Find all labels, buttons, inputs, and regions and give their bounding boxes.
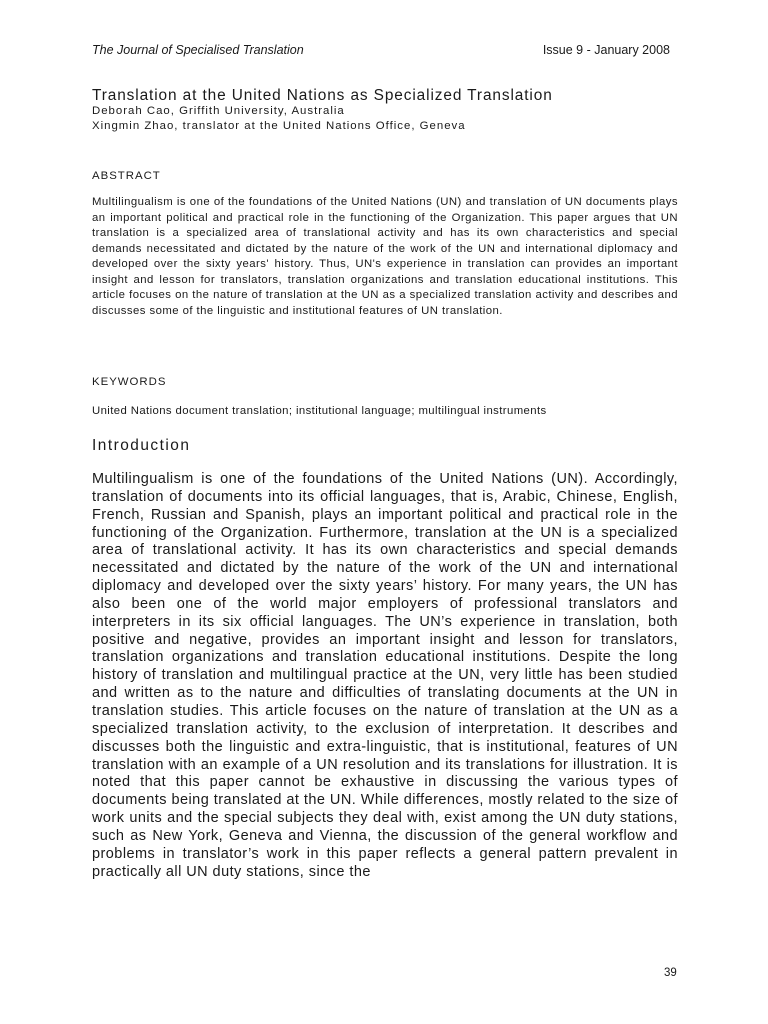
author-1: Deborah Cao, Griffith University, Australia — [92, 105, 345, 117]
article-title: Translation at the United Nations as Specialized Translation — [92, 87, 553, 104]
abstract-heading: ABSTRACT — [92, 170, 161, 182]
keywords-text: United Nations document translation; institutional language; multilingual instruments — [92, 405, 547, 417]
issue-info: Issue 9 - January 2008 — [542, 43, 670, 57]
introduction-text: Multilingualism is one of the foundations of the United Nations (UN). Accordingly, translation of documents into its official languages, that is, Arabic, Chinese, English, French, Russian and Spanish, plays an important political and practical role in the functioning of the Organization. Furthermore, translation at the UN is a specialized area of translational activity. It has its own characteristics and special demands necessitated and dictated by the nature of the work of the UN and international diplomacy and developed over the sixty years’ history. For many years, the UN has also been one of the world major employers of professional translators and interpreters in its six official languages. The UN’s experience in translation, both positive and negative, provides an important insight and lesson for translators, translation organizations and translation educational institutions. Despite the long history of translation and multilingual practice at the UN, very little has been studied and written as to the nature and difficulties of translating documents at the UN in translation studies. This article focuses on the nature of translation at the UN as a specialized translation activity, to the exclusion of interpretation. It describes and discusses both the linguistic and extra-linguistic, that is institutional, features of UN translation with an example of a UN resolution and its translations for illustration. It is noted that this paper cannot be exhaustive in discussing the various types of documents being translated at the UN. While differences, mostly related to the size of work units and the special subjects they deal with, exist among the UN duty stations, such as New York, Geneva and Vienna, the discussion of the general workflow and problems in translator’s work in this paper reflects a general pattern prevalent in practically all UN duty stations, since the — [92, 471, 678, 880]
keywords-heading: KEYWORDS — [92, 376, 167, 388]
journal-name: The Journal of Specialised Translation — [92, 43, 304, 57]
abstract-text: Multilingualism is one of the foundations of the United Nations (UN) and translation of UN documents plays an important political and practical role in the functioning of the Organization. This paper argues that UN translation is a specialized area of translational activity and has its own characteristics and special demands necessitated and dictated by the nature of the work of the UN and international diplomacy and developed over the sixty years' history. Thus, UN's experience in translation can provides an important insight and lesson for translators, translation organizations and translation educational institutions. This article focuses on the nature of translation at the UN as a specialized translation activity and describes and discusses some of the linguistic and institutional features of UN translation. — [92, 196, 678, 317]
introduction-heading: Introduction — [92, 437, 191, 454]
author-2: Xingmin Zhao, translator at the United Nations Office, Geneva — [92, 120, 466, 132]
page-number: 39 — [664, 967, 677, 979]
running-header — [92, 43, 670, 57]
